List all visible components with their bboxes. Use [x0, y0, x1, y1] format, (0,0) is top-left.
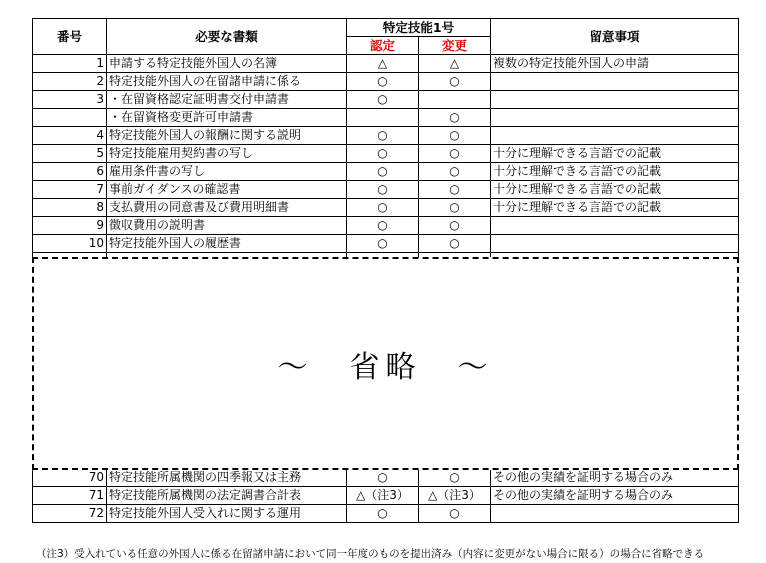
row-certification-mark: ○: [347, 235, 419, 253]
row-document: 特定技能外国人の履歴書: [107, 235, 347, 253]
table-row: [33, 127, 739, 145]
table-row: [33, 469, 739, 487]
row-certification-mark: △（注3）: [347, 487, 419, 505]
row-change-mark: ○: [419, 235, 491, 253]
row-number: 72: [33, 505, 107, 523]
row-note: [491, 73, 739, 91]
row-certification-mark: △: [347, 55, 419, 73]
row-note: [491, 91, 739, 109]
row-certification-mark: ○: [347, 505, 419, 523]
row-document: 特定技能外国人受入れに関する運用: [107, 505, 347, 523]
row-document: 徴収費用の説明書: [107, 217, 347, 235]
table-row: [33, 109, 739, 127]
row-change-mark: ○: [419, 505, 491, 523]
row-document: 特定技能所属機関の法定調書合計表: [107, 487, 347, 505]
row-note: [491, 109, 739, 127]
table-row: [33, 91, 739, 109]
row-number: 3: [33, 91, 107, 109]
omitted-section: [32, 257, 739, 470]
row-change-mark: ○: [419, 181, 491, 199]
row-note: 十分に理解できる言語での記載: [491, 163, 739, 181]
row-document: 雇用条件書の写し: [107, 163, 347, 181]
row-document: 特定技能外国人の報酬に関する説明: [107, 127, 347, 145]
footnote: （注3）受入れている任意の外国人に係る在留諸申請において同一年度のものを提出済み（内容に変更がない場合に限る）の場合に省略できる: [36, 548, 705, 560]
row-document: 申請する特定技能外国人の名簿: [107, 55, 347, 73]
row-number: 8: [33, 199, 107, 217]
header-number: 番号: [33, 19, 107, 55]
row-change-mark: ○: [419, 127, 491, 145]
row-note: 十分に理解できる言語での記載: [491, 199, 739, 217]
row-document: ・在留資格認定証明書交付申請書: [107, 91, 347, 109]
row-note: 複数の特定技能外国人の申請: [491, 55, 739, 73]
row-certification-mark: ○: [347, 163, 419, 181]
table-row: [33, 235, 739, 253]
table-row: [33, 55, 739, 73]
header-certification: 認定: [347, 37, 419, 55]
table-row: [33, 217, 739, 235]
row-change-mark: ○: [419, 73, 491, 91]
row-certification-mark: ○: [347, 145, 419, 163]
row-document: 事前ガイダンスの確認書: [107, 181, 347, 199]
row-change-mark: ○: [419, 217, 491, 235]
row-change-mark: ○: [419, 199, 491, 217]
header-specified-skill-1: 特定技能1号: [347, 19, 491, 37]
row-number: [33, 109, 107, 127]
table-row: [33, 181, 739, 199]
row-note: その他の実績を証明する場合のみ: [491, 469, 739, 487]
row-note: 十分に理解できる言語での記載: [491, 145, 739, 163]
row-number: 9: [33, 217, 107, 235]
row-change-mark: [419, 91, 491, 109]
row-certification-mark: ○: [347, 181, 419, 199]
row-change-mark: ○: [419, 145, 491, 163]
row-number: 4: [33, 127, 107, 145]
row-document: 特定技能雇用契約書の写し: [107, 145, 347, 163]
row-change-mark: ○: [419, 163, 491, 181]
row-certification-mark: ○: [347, 217, 419, 235]
row-document: 特定技能外国人の在留諸申請に係る: [107, 73, 347, 91]
row-certification-mark: ○: [347, 469, 419, 487]
omitted-label: ～ 省略 ～: [277, 349, 494, 385]
row-number: 2: [33, 73, 107, 91]
row-change-mark: △: [419, 55, 491, 73]
row-note: [491, 127, 739, 145]
row-number: 71: [33, 487, 107, 505]
row-change-mark: ○: [419, 109, 491, 127]
row-document: 支払費用の同意書及び費用明細書: [107, 199, 347, 217]
table-row: [33, 487, 739, 505]
row-number: 1: [33, 55, 107, 73]
row-number: 6: [33, 163, 107, 181]
table-row: [33, 163, 739, 181]
row-document: 特定技能所属機関の四季報又は主務: [107, 469, 347, 487]
row-number: 7: [33, 181, 107, 199]
row-number: 10: [33, 235, 107, 253]
header-change: 変更: [419, 37, 491, 55]
row-note: [491, 217, 739, 235]
table-row: [33, 199, 739, 217]
table-row: [33, 505, 739, 523]
row-number: 5: [33, 145, 107, 163]
row-certification-mark: ○: [347, 73, 419, 91]
row-note: [491, 505, 739, 523]
table-row: [33, 145, 739, 163]
row-number: 70: [33, 469, 107, 487]
row-certification-mark: ○: [347, 127, 419, 145]
table-row: [33, 73, 739, 91]
row-note: [491, 235, 739, 253]
row-change-mark: ○: [419, 469, 491, 487]
row-note: その他の実績を証明する場合のみ: [491, 487, 739, 505]
row-document: ・在留資格変更許可申請書: [107, 109, 347, 127]
row-note: 十分に理解できる言語での記載: [491, 181, 739, 199]
row-certification-mark: [347, 109, 419, 127]
row-certification-mark: ○: [347, 91, 419, 109]
header-notes: 留意事項: [491, 19, 739, 55]
row-certification-mark: ○: [347, 199, 419, 217]
header-required-documents: 必要な書類: [107, 19, 347, 55]
row-change-mark: △（注3）: [419, 487, 491, 505]
